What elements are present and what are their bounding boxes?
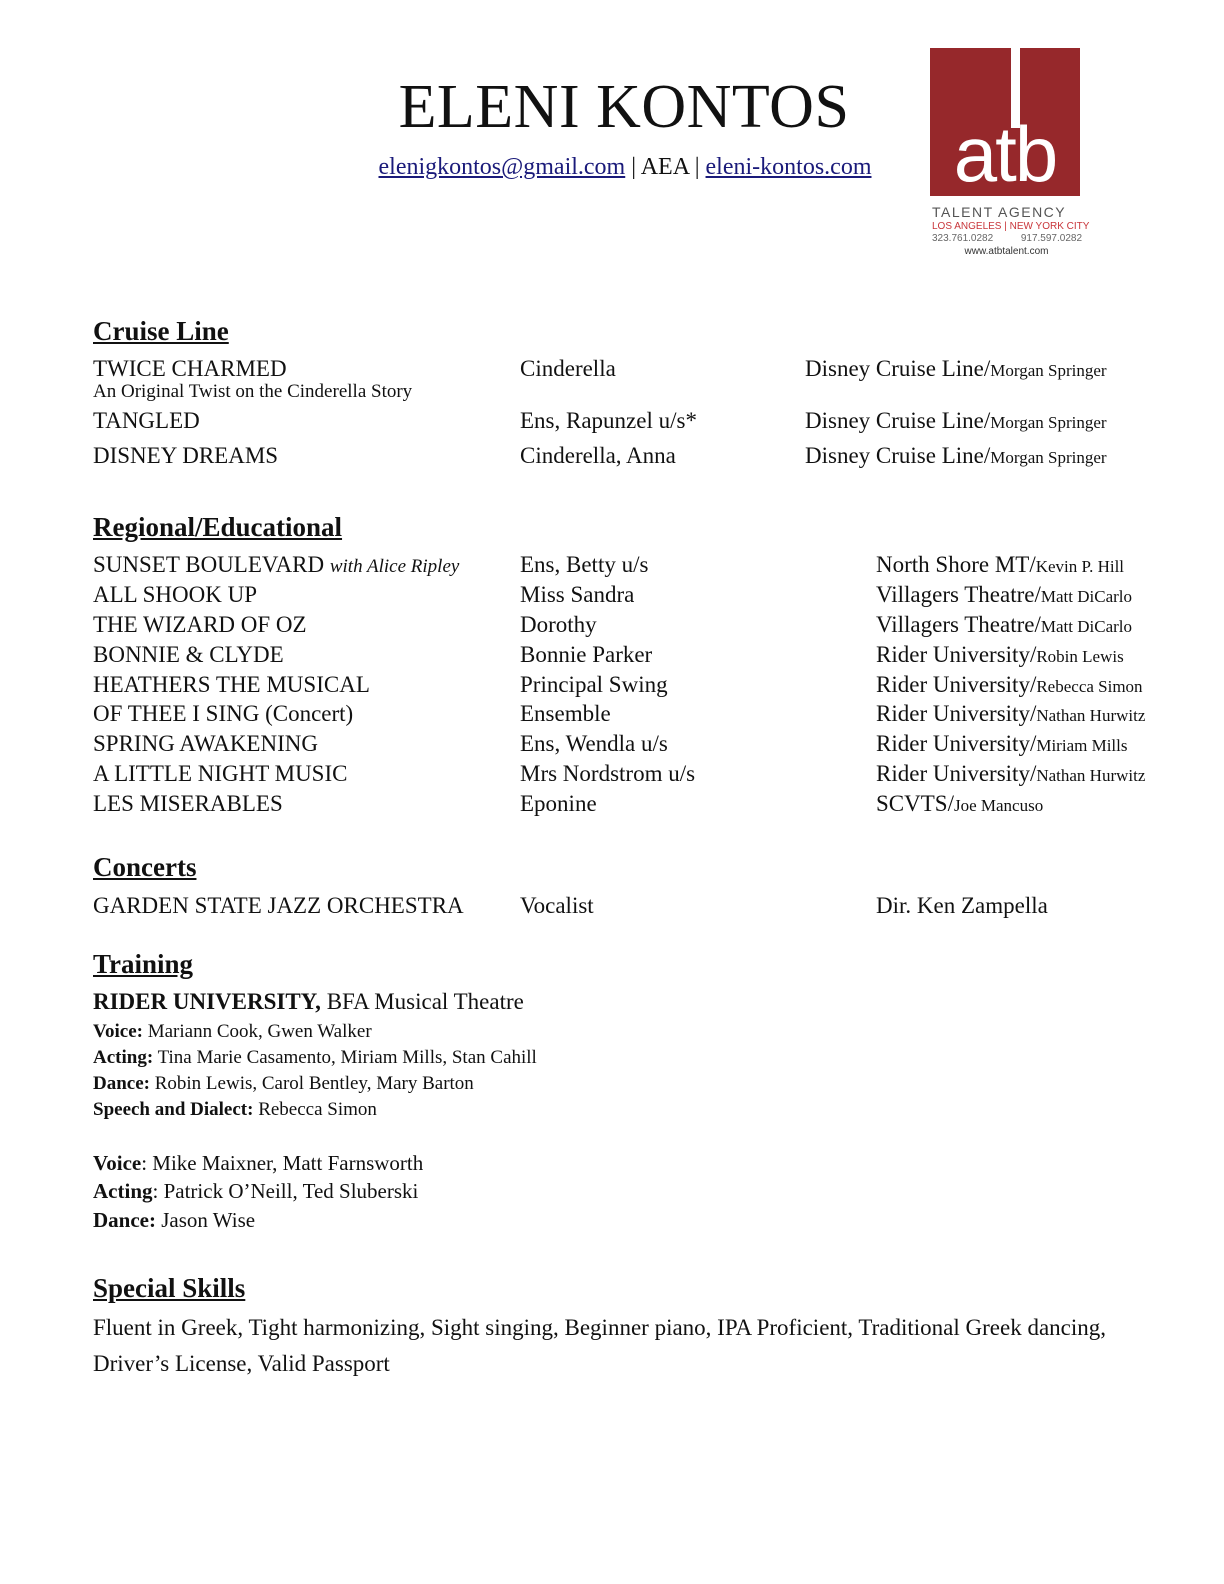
credit-show: HEATHERS THE MUSICAL (93, 672, 370, 697)
logo-letters: atb (953, 110, 1057, 198)
email-link[interactable]: elenigkontos@gmail.com (378, 154, 626, 180)
training-value: Rebecca Simon (253, 1099, 377, 1120)
credit-show: TANGLED (93, 408, 200, 433)
credit-venue (876, 551, 1124, 581)
credit-venue (876, 671, 1143, 701)
credit-venue-name: Villagers Theatre/ (876, 582, 1041, 607)
website-link[interactable]: eleni-kontos.com (705, 154, 872, 180)
credit-venue (876, 611, 1132, 641)
logo-website: www.atbtalent.com (964, 246, 1049, 257)
credit-director: Morgan Springer (990, 448, 1107, 467)
credit-role: Ens, Betty u/s (520, 552, 649, 577)
training-value: : Mike Maixner, Matt Farnsworth (141, 1151, 424, 1175)
training-line (93, 1207, 255, 1233)
training-value: : Patrick O’Neill, Ted Sluberski (152, 1179, 419, 1203)
training-value: Jason Wise (155, 1208, 256, 1232)
credit-show: GARDEN STATE JAZZ ORCHESTRA (93, 893, 464, 918)
credit-show: TWICE CHARMED (93, 356, 287, 381)
credit-show: LES MISERABLES (93, 791, 283, 816)
credit-venue-name: Disney Cruise Line/ (805, 443, 991, 468)
credit-show: SPRING AWAKENING (93, 731, 318, 756)
training-label: Acting: (93, 1047, 154, 1068)
training-label: Acting (93, 1179, 153, 1203)
credit-venue: Dir. Ken Zampella (876, 893, 1048, 918)
credit-director: Morgan Springer (990, 413, 1107, 432)
logo-phones (930, 233, 1082, 244)
training-value: Robin Lewis, Carol Bentley, Mary Barton (149, 1073, 474, 1094)
credit-role: Ens, Wendla u/s (520, 731, 668, 756)
contact-separator: | (625, 154, 641, 180)
section-heading-concerts: Concerts (93, 852, 197, 882)
credit-venue (805, 442, 1107, 472)
credit-role: Dorothy (520, 612, 597, 637)
credit-venue (876, 730, 1128, 760)
credit-show: DISNEY DREAMS (93, 443, 279, 468)
credit-director: Nathan Hurwitz (1036, 766, 1146, 785)
agency-logo (930, 48, 1090, 257)
credit-director: Joe Mancuso (953, 796, 1044, 815)
credit-role: Bonnie Parker (520, 642, 653, 667)
section-heading-cruise: Cruise Line (93, 316, 229, 346)
credit-show: A LITTLE NIGHT MUSIC (93, 761, 348, 786)
training-value: Mariann Cook, Gwen Walker (142, 1021, 372, 1042)
training-line (93, 1072, 474, 1096)
section-heading-skills: Special Skills (93, 1273, 246, 1303)
credit-show (93, 551, 459, 581)
training-label: Dance: (93, 1073, 150, 1094)
training-line (93, 1150, 423, 1176)
credit-role: Ens, Rapunzel u/s* (520, 408, 697, 433)
credit-director: Nathan Hurwitz (1036, 706, 1146, 725)
credit-show: BONNIE & CLYDE (93, 642, 284, 667)
credit-role: Miss Sandra (520, 582, 635, 607)
agency-logo-mark (930, 48, 1080, 196)
credit-director: Matt DiCarlo (1040, 587, 1133, 606)
credit-show-title: SUNSET BOULEVARD (93, 552, 325, 577)
credit-role: Mrs Nordstrom u/s (520, 761, 696, 786)
credit-venue-name: Rider University/ (876, 731, 1037, 756)
credit-venue (805, 407, 1107, 437)
training-value: Tina Marie Casamento, Miriam Mills, Stan Cahill (153, 1047, 537, 1068)
credit-venue (876, 581, 1132, 611)
credit-director: Miriam Mills (1036, 736, 1128, 755)
credit-venue-name: Rider University/ (876, 761, 1037, 786)
credit-role: Vocalist (520, 893, 594, 918)
training-degree: BFA Musical Theatre (320, 989, 524, 1014)
credit-venue-name: SCVTS/ (876, 791, 954, 816)
credit-role: Eponine (520, 791, 597, 816)
credit-role: Cinderella, Anna (520, 443, 676, 468)
credit-show: THE WIZARD OF OZ (93, 612, 307, 637)
training-line (93, 1178, 418, 1204)
credit-director: Kevin P. Hill (1035, 557, 1125, 576)
training-school (93, 988, 524, 1016)
training-label: Voice (93, 1151, 142, 1175)
contact-separator: | (688, 154, 706, 180)
logo-agency-name: TALENT AGENCY (932, 204, 1067, 220)
section-heading-training: Training (93, 949, 194, 979)
credit-director: Morgan Springer (990, 361, 1107, 380)
logo-phone-ny: 917.597.0282 (1020, 233, 1082, 244)
skills-text: Fluent in Greek, Tight harmonizing, Sight singing, Beginner piano, IPA Proficient, Traditional Greek dancing, Driver’s License, Valid Passport (93, 1315, 1106, 1376)
credit-venue (876, 790, 1043, 820)
credit-show: ALL SHOOK UP (93, 582, 257, 607)
union-affiliation: AEA (640, 154, 689, 180)
credit-venue (876, 700, 1145, 730)
training-line (93, 1098, 377, 1122)
credit-venue-name: Disney Cruise Line/ (805, 356, 991, 381)
credit-role: Ensemble (520, 701, 611, 726)
credit-subtitle: An Original Twist on the Cinderella Story (93, 381, 413, 402)
credit-venue-name: Rider University/ (876, 642, 1037, 667)
credit-director: Matt DiCarlo (1040, 617, 1133, 636)
credit-venue (876, 641, 1124, 671)
logo-cities: LOS ANGELES | NEW YORK CITY (932, 221, 1090, 232)
credit-director: Rebecca Simon (1036, 677, 1143, 696)
training-school-name: RIDER UNIVERSITY, (93, 989, 321, 1014)
credit-director: Robin Lewis (1036, 647, 1124, 666)
credit-venue-name: Disney Cruise Line/ (805, 408, 991, 433)
credit-note: with Alice Ripley (329, 556, 460, 577)
logo-phone-la: 323.761.0282 (932, 233, 994, 244)
credit-venue (876, 760, 1145, 790)
training-line (93, 1020, 372, 1044)
credit-show: OF THEE I SING (Concert) (93, 701, 354, 726)
credit-venue-name: Rider University/ (876, 672, 1037, 697)
credit-role: Cinderella (520, 356, 616, 381)
training-label: Dance: (93, 1208, 156, 1232)
training-label: Speech and Dialect: (93, 1099, 254, 1120)
resume-name: ELENI KONTOS (398, 73, 850, 141)
training-label: Voice: (93, 1021, 143, 1042)
credit-role: Principal Swing (520, 672, 668, 697)
credit-venue-name: Rider University/ (876, 701, 1037, 726)
credit-venue-name: North Shore MT/ (876, 552, 1036, 577)
credit-venue-name: Villagers Theatre/ (876, 612, 1041, 637)
credit-venue (805, 355, 1107, 385)
training-line (93, 1046, 537, 1070)
section-heading-regional: Regional/Educational (93, 512, 343, 542)
